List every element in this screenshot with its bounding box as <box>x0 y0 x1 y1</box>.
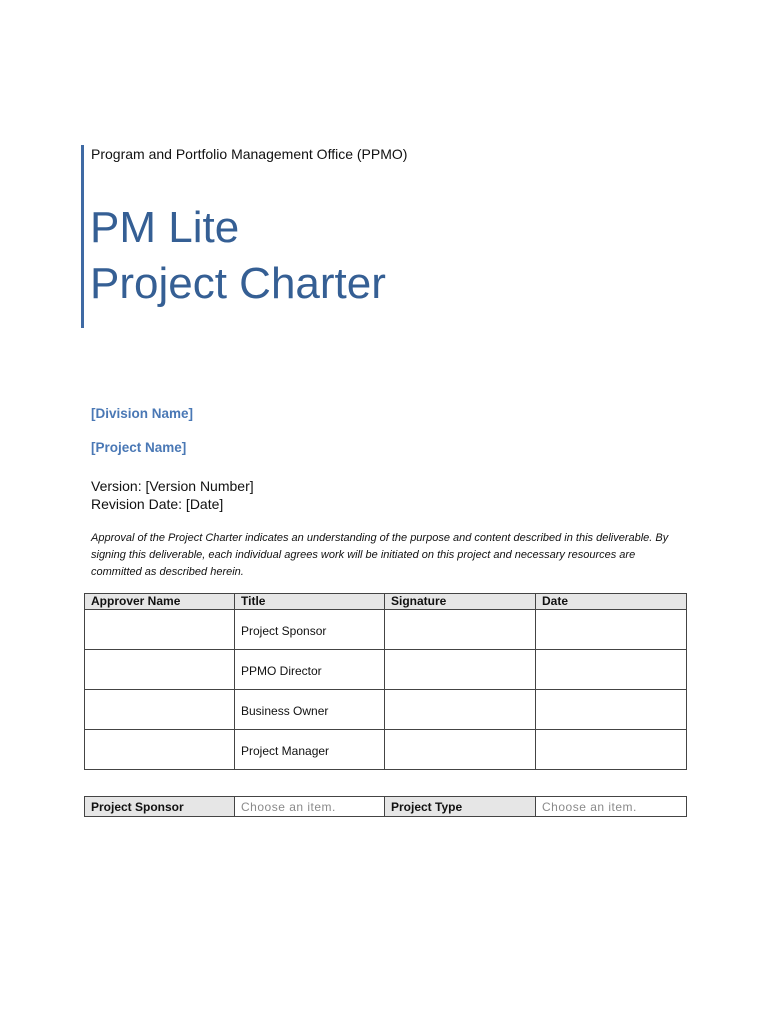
date-cell[interactable] <box>536 730 687 770</box>
table-row <box>85 610 687 650</box>
version-info <box>91 477 254 513</box>
version-line: Version: [Version Number] <box>91 478 254 494</box>
table-row <box>85 650 687 690</box>
header-approver-name: Approver Name <box>85 594 235 610</box>
title-cell: Project Manager <box>235 730 385 770</box>
signature-cell[interactable] <box>385 650 536 690</box>
project-sponsor-dropdown[interactable]: Choose an item. <box>235 797 385 817</box>
table-row <box>85 690 687 730</box>
accent-bar <box>81 145 84 328</box>
signature-cell[interactable] <box>385 730 536 770</box>
table-row <box>85 730 687 770</box>
document-title <box>90 200 386 312</box>
revision-date-line: Revision Date: [Date] <box>91 496 224 512</box>
signature-cell[interactable] <box>385 690 536 730</box>
signature-cell[interactable] <box>385 610 536 650</box>
title-cell: Project Sponsor <box>235 610 385 650</box>
date-cell[interactable] <box>536 610 687 650</box>
approver-name-cell[interactable] <box>85 730 235 770</box>
title-line-1: PM Lite <box>90 203 240 252</box>
approval-statement: Approval of the Project Charter indicates an understanding of the purpose and content described in this deliverable. By signing this deliverable, each individual agrees work will be initiated on this project and necessary resources are committed as described herein. <box>91 532 669 578</box>
organization-name: Program and Portfolio Management Office (PPMO) <box>91 146 408 162</box>
approver-name-cell[interactable] <box>85 690 235 730</box>
approver-name-cell[interactable] <box>85 610 235 650</box>
project-type-dropdown[interactable]: Choose an item. <box>536 797 687 817</box>
project-sponsor-label: Project Sponsor <box>85 797 235 817</box>
title-cell: Business Owner <box>235 690 385 730</box>
title-line-2: Project Charter <box>90 259 386 308</box>
date-cell[interactable] <box>536 650 687 690</box>
project-info-table <box>84 796 687 817</box>
project-type-label: Project Type <box>385 797 536 817</box>
title-cell: PPMO Director <box>235 650 385 690</box>
header-signature: Signature <box>385 594 536 610</box>
project-info-row <box>85 797 687 817</box>
project-name-field[interactable]: [Project Name] <box>91 440 187 455</box>
header-title: Title <box>235 594 385 610</box>
date-cell[interactable] <box>536 690 687 730</box>
approvers-table <box>84 593 687 770</box>
header-date: Date <box>536 594 687 610</box>
approver-name-cell[interactable] <box>85 650 235 690</box>
division-name-field[interactable]: [Division Name] <box>91 406 194 421</box>
approvers-header-row <box>85 594 687 610</box>
